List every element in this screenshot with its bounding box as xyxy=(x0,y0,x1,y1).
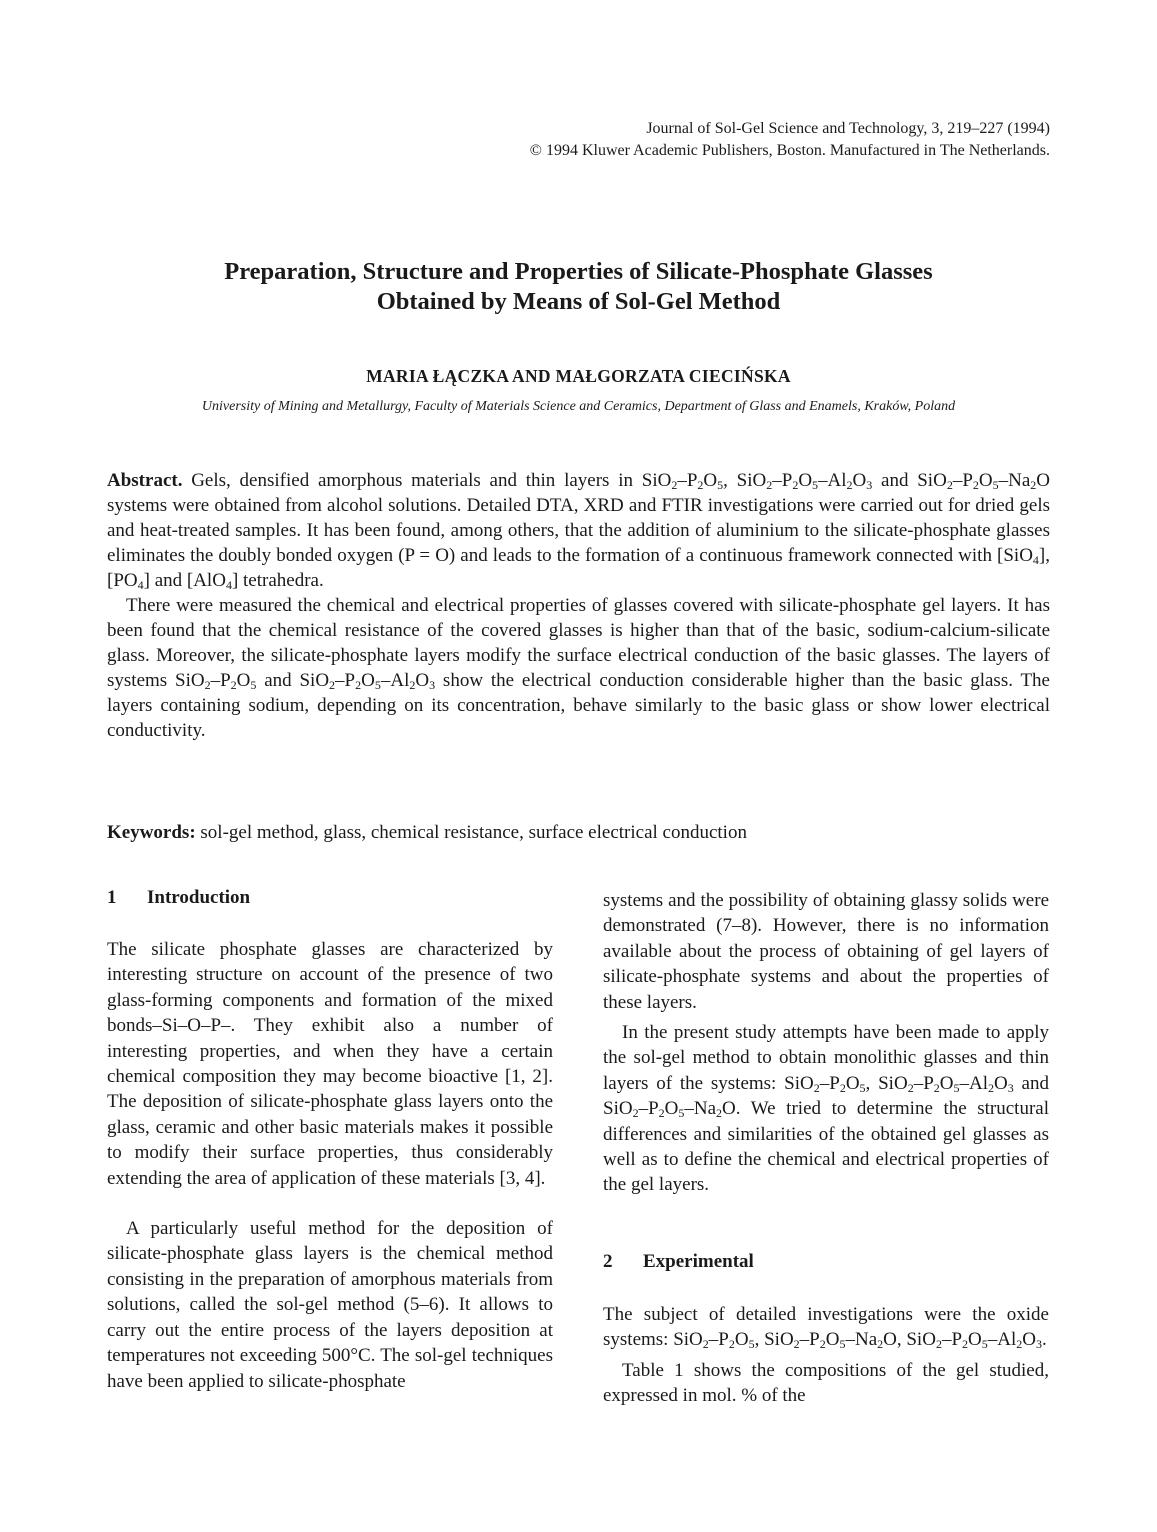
keywords xyxy=(107,820,1050,845)
left-column xyxy=(107,885,553,1394)
keywords-text: sol-gel method, glass, chemical resistance, surface electrical conduction xyxy=(195,822,747,843)
keywords-label: Keywords: xyxy=(107,822,196,843)
section-heading-introduction: 1 Introduction xyxy=(107,887,251,908)
intro-paragraph-1: The silicate phosphate glasses are characterized by interesting structure on account of the presence of two glass-forming components and formation of the mixed bonds–Si–O–P–. They exhibit also a number of interesting properties, and when they have a certain chemical composition they may become bioactive [1, 2]. The deposition of silicate-phosphate glass layers onto the glass, ceramic and other basic materials makes it possible to modify their surface properties, thus considerably extending the area of application of these materials [3, 4]. xyxy=(107,939,553,1189)
title-line-1: Preparation, Structure and Properties of Silicate-Phosphate Glasses xyxy=(224,258,933,285)
abstract-paragraph-2: There were measured the chemical and electrical properties of glasses covered with silicate-phosphate gel layers. It has been found that the chemical resistance of the covered glasses is higher than that of the basic, sodium-calcium-silicate glass. Moreover, the silicate-phosphate layers modify the surface electrical conduction of the basic glasses. The layers of systems $SiO_2-P_2O_5$ and $SiO_2-P_2O_5-Al_2O_3$ show the electrical conduction considerable higher than the basic glass. The layers containing sodium, depending on its concentration, behave similarly to the basic glass or show lower electrical conductivity. xyxy=(107,595,1050,741)
experimental-paragraph-2: Table 1 shows the compositions of the gel studied, expressed in mol. % of the xyxy=(603,1359,1049,1407)
title-line-2: Obtained by Means of Sol-Gel Method xyxy=(376,288,781,315)
intro-paragraph-2-continued: systems and the possibility of obtaining glassy solids were demonstrated (7–8). However, there is no information available about the process of obtaining of gel layers of silicate-phosphate systems and about the properties of these layers. xyxy=(603,890,1049,1013)
publisher-line: © 1994 Kluwer Academic Publishers, Boston. Manufactured in The Netherlands. xyxy=(529,142,1050,159)
journal-header xyxy=(530,118,1050,162)
abstract xyxy=(107,468,1050,743)
intro-paragraph-3: In the present study attempts have been made to apply the sol-gel method to obtain monolithic glasses and thin layers of the systems: $SiO_2-P_2O_5$, $SiO_2-P_2O_5-Al_2O_3$ and $SiO_2-P_2O_5-Na_2O$. We tried to determine the structural differences and similarities of the obtained gel glasses as well as to define the chemical and electrical properties of the gel layers. xyxy=(603,1022,1049,1196)
intro-paragraph-2: A particularly useful method for the deposition of silicate-phosphate glass layers is the chemical method consisting in the preparation of amorphous materials from solutions, called the sol-gel method (5–6). It allows to carry out the entire process of the layers deposition at temperatures not exceeding 500°C. The sol-gel techniques have been applied to silicate-phosphate xyxy=(107,1218,553,1392)
paper-title xyxy=(0,257,1157,317)
journal-citation: Journal of Sol-Gel Science and Technology, 3, 219–227 (1994) xyxy=(646,120,1050,137)
abstract-label: Abstract. xyxy=(107,470,183,491)
section-heading-experimental: 2 Experimental xyxy=(603,1250,754,1272)
abstract-paragraph-1: Abstract. Gels, densified amorphous materials and thin layers in $SiO_2-P_2O_5$, $SiO_2-P_2O_5-Al_2O_3$ and $SiO_2-P_2O_5-Na_2O$ systems were obtained from alcohol solutions. Detailed DTA, XRD and FTIR investigations were carried out for dried gels and heat-treated samples. It has been found, among others, that the addition of aluminium to the silicate-phosphate glasses eliminates the doubly bonded oxygen (P = O) and leads to the formation of a continuous framework connected with [SiO$_4$], $[PO_4]$ and [AlO$_4$] tetrahedra. xyxy=(107,470,1051,592)
authors: MARIA ŁĄCZKA AND MAŁGORZATA CIECIŃSKA xyxy=(366,366,791,386)
right-column xyxy=(603,885,1049,1409)
affiliation: University of Mining and Metallurgy, Faculty of Materials Science and Ceramics, Department of Glass and Enamels, Kraków, Poland xyxy=(201,399,956,414)
experimental-paragraph-1: The subject of detailed investigations were the oxide systems: $SiO_2-P_2O_5$, $SiO_2-P_2O_5-Na_2O$, $SiO_2-P_2O_5-Al_2O_3$. xyxy=(603,1303,1049,1352)
